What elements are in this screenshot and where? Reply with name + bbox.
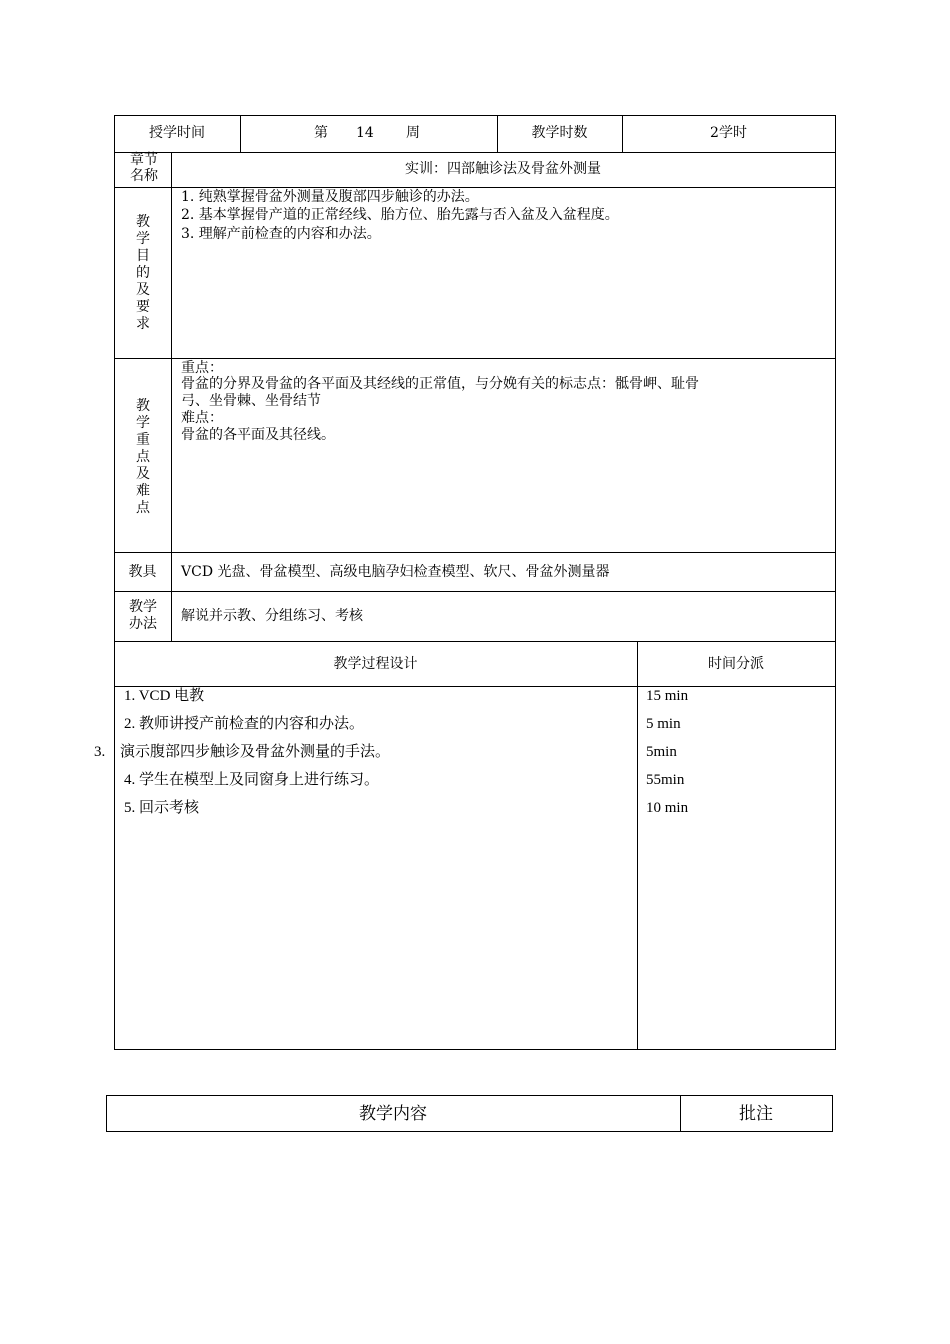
tools-label: 教具 (128, 564, 157, 580)
tools-value: VCD 光盘、骨盆模型、高级电脑孕妇检查模型、软尺、骨盆外测量器 (181, 564, 610, 580)
week-suffix: 周 (406, 125, 420, 141)
step-time: 55min (646, 772, 685, 788)
keypoints-label: 教学重点及难点 (136, 398, 150, 516)
process-design-header: 教学过程设计 (333, 656, 418, 672)
step-time: 5 min (646, 716, 681, 732)
key-points-title: 重点： (181, 360, 223, 376)
process-step-number: 3. (94, 744, 106, 760)
process-step: 演示腹部四步触诊及骨盆外测量的手法。 (120, 744, 391, 760)
step-time: 5min (646, 744, 677, 760)
methods-label: 教学办法 (129, 599, 157, 632)
key-points-line: 骨盆的分界及骨盆的各平面及其经线的正常值，与分娩有关的标志点：骶骨岬、耻骨 (181, 376, 699, 392)
week-prefix: 第 (314, 125, 328, 141)
teaching-hours-label: 教学时数 (531, 125, 588, 141)
teaching-time-label: 授学时间 (149, 125, 205, 141)
methods-value: 解说并示教、分组练习、考核 (181, 608, 363, 624)
objective-item: 1. 纯熟掌握骨盆外测量及腹部四步触诊的办法。 (181, 189, 479, 205)
objective-item: 2. 基本掌握骨产道的正常经线、胎方位、胎先露与否入盆及入盆程度。 (181, 207, 619, 223)
teaching-content-header: 教学内容 (359, 1104, 427, 1124)
process-step: 4. 学生在模型上及同窗身上进行练习。 (124, 772, 380, 788)
process-step: 1. VCD 电教 (124, 688, 205, 704)
objectives-label: 教学目的及要求 (136, 214, 150, 332)
step-time: 15 min (646, 688, 689, 704)
step-time: 10 min (646, 800, 689, 816)
key-points-line: 弓、坐骨棘、坐骨结节 (181, 393, 321, 409)
process-step: 2. 教师讲授产前检查的内容和办法。 (124, 716, 365, 732)
process-step: 5. 回示考核 (124, 800, 200, 816)
chapter-name-label: 章节名称 (130, 152, 158, 184)
annotation-header: 批注 (739, 1104, 773, 1124)
difficulty-title: 难点： (181, 410, 223, 426)
difficulty-line: 骨盆的各平面及其径线。 (181, 427, 335, 443)
chapter-name-value: 实训：四部触诊法及骨盆外测量 (405, 161, 601, 177)
time-allocation-header: 时间分派 (708, 656, 764, 672)
objective-item: 3. 理解产前检查的内容和办法。 (181, 226, 381, 242)
teaching-hours-value: 2学时 (710, 125, 747, 141)
week-number: 14 (356, 125, 374, 141)
